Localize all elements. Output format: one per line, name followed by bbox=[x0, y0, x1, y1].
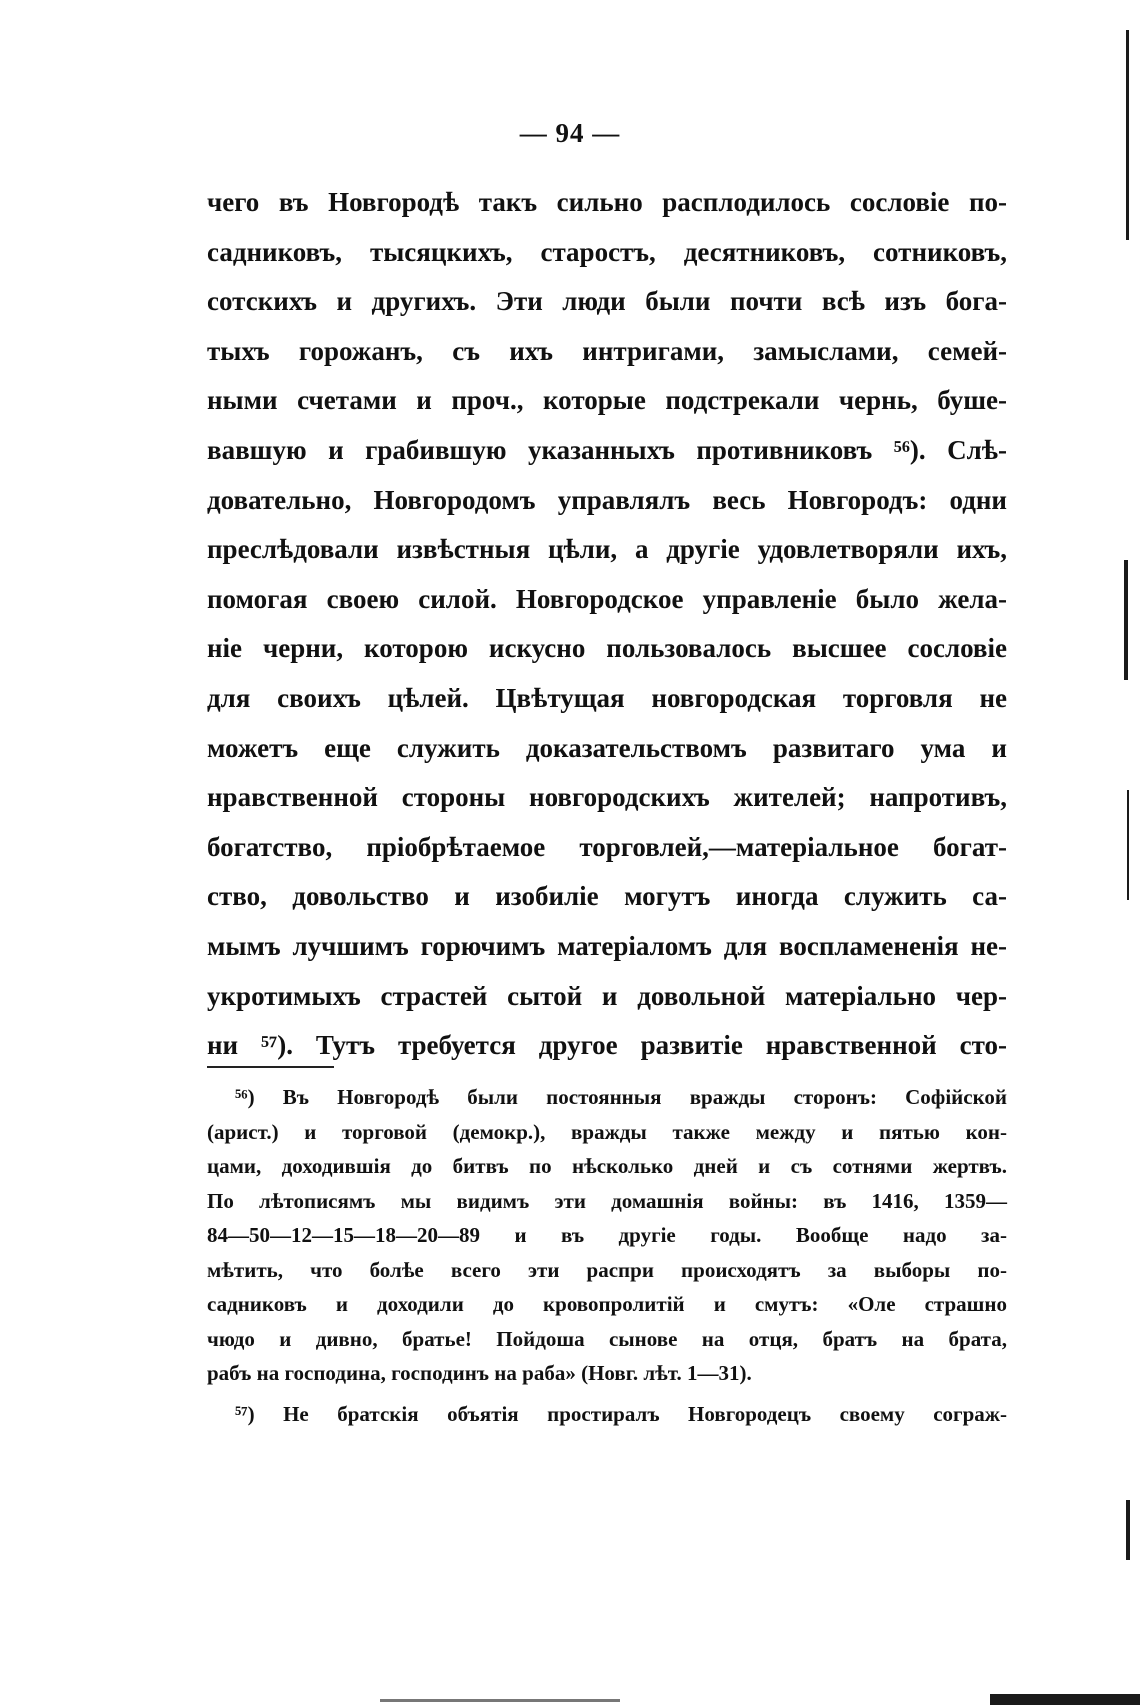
body-line: вавшую и грабившую указанныхъ противниковъ ⁵⁶). Слѣ- bbox=[207, 434, 1007, 465]
footnote-line: рабъ на господина, господинъ на раба» (Новг. лѣт. 1—31). bbox=[207, 1361, 752, 1385]
body-line: ство, довольство и изобиліе могутъ иногда служить са- bbox=[207, 881, 1007, 912]
footnote-line: 84—50—12—15—18—20—89 и въ другіе годы. Вообще надо за- bbox=[207, 1223, 1007, 1247]
body-line: богатство, пріобрѣтаемое торговлей,—матеріальное богат- bbox=[207, 831, 1007, 862]
scan-edge-mark bbox=[1127, 790, 1129, 900]
body-line: ни ⁵⁷). Тутъ требуется другое развитіе нравственной сто- bbox=[207, 1030, 1007, 1061]
footnote-57 bbox=[207, 1397, 1007, 1432]
footnote-56 bbox=[207, 1080, 1007, 1391]
body-line: помогая своею силой. Новгородское управленіе было жела- bbox=[207, 583, 1007, 614]
body-line: сотскихъ и другихъ. Эти люди были почти всѣ изъ бога- bbox=[207, 286, 1007, 317]
footnote-line: ⁵⁶) Въ Новгородѣ были постоянныя вражды сторонъ: Софійской bbox=[235, 1085, 1007, 1109]
scan-edge-mark bbox=[1124, 560, 1128, 680]
scan-edge-mark bbox=[1126, 30, 1129, 240]
footnote-line: (арист.) и торговой (демокр.), вражды также между и пятью кон- bbox=[207, 1119, 1007, 1144]
footnote-line: чюдо и дивно, братье! Пойдоша сынове на отця, братъ на брата, bbox=[207, 1326, 1007, 1351]
footnote-line: мѣтить, что болѣе всего эти распри происходятъ за выборы по- bbox=[207, 1257, 1007, 1282]
footnotes bbox=[207, 1080, 1007, 1431]
scan-bottom-mark bbox=[380, 1699, 620, 1702]
body-line: можетъ еще служить доказательствомъ развитаго ума и bbox=[207, 732, 1007, 763]
body-line: довательно, Новгородомъ управлялъ весь Новгородъ: одни bbox=[207, 484, 1007, 515]
body-line: ными счетами и проч., которые подстрекали чернь, буше- bbox=[207, 385, 1007, 416]
footnote-line: цами, доходившія до битвъ по нѣсколько дней и съ сотнями жертвъ. bbox=[207, 1154, 1007, 1178]
body-line: садниковъ, тысяцкихъ, старостъ, десятниковъ, сотниковъ, bbox=[207, 236, 1007, 267]
body-line: ніе черни, которою искусно пользовалось высшее сословіе bbox=[207, 633, 1007, 664]
body-line: мымъ лучшимъ горючимъ матеріаломъ для воспламененія не- bbox=[207, 930, 1007, 961]
scan-bottom-mark bbox=[990, 1694, 1140, 1705]
footnote-line: По лѣтописямъ мы видимъ эти домашнія войны: въ 1416, 1359— bbox=[207, 1188, 1007, 1213]
body-line: тыхъ горожанъ, съ ихъ интригами, замыслами, семей- bbox=[207, 335, 1007, 366]
body-line: преслѣдовали извѣстныя цѣли, а другіе удовлетворяли ихъ, bbox=[207, 534, 1007, 565]
scan-edge-mark bbox=[1126, 1500, 1130, 1560]
body-line: укротимыхъ страстей сытой и довольной матеріально чер- bbox=[207, 980, 1007, 1011]
body-line: чего въ Новгородѣ такъ сильно расплодилось сословіе по- bbox=[207, 187, 1007, 217]
body-text bbox=[207, 178, 1007, 1071]
page-number: — 94 — bbox=[519, 118, 621, 148]
footnote-separator bbox=[207, 1066, 334, 1068]
body-line: для своихъ цѣлей. Цвѣтущая новгородская торговля не bbox=[207, 682, 1007, 713]
body-line: нравственной стороны новгородскихъ жителей; напротивъ, bbox=[207, 782, 1007, 813]
footnote-line: садниковъ и доходили до кровопролитій и смутъ: «Оле страшно bbox=[207, 1292, 1007, 1316]
footnote-line: ⁵⁷) Не братскія объятія простиралъ Новгородецъ своему сограж- bbox=[235, 1401, 1007, 1426]
